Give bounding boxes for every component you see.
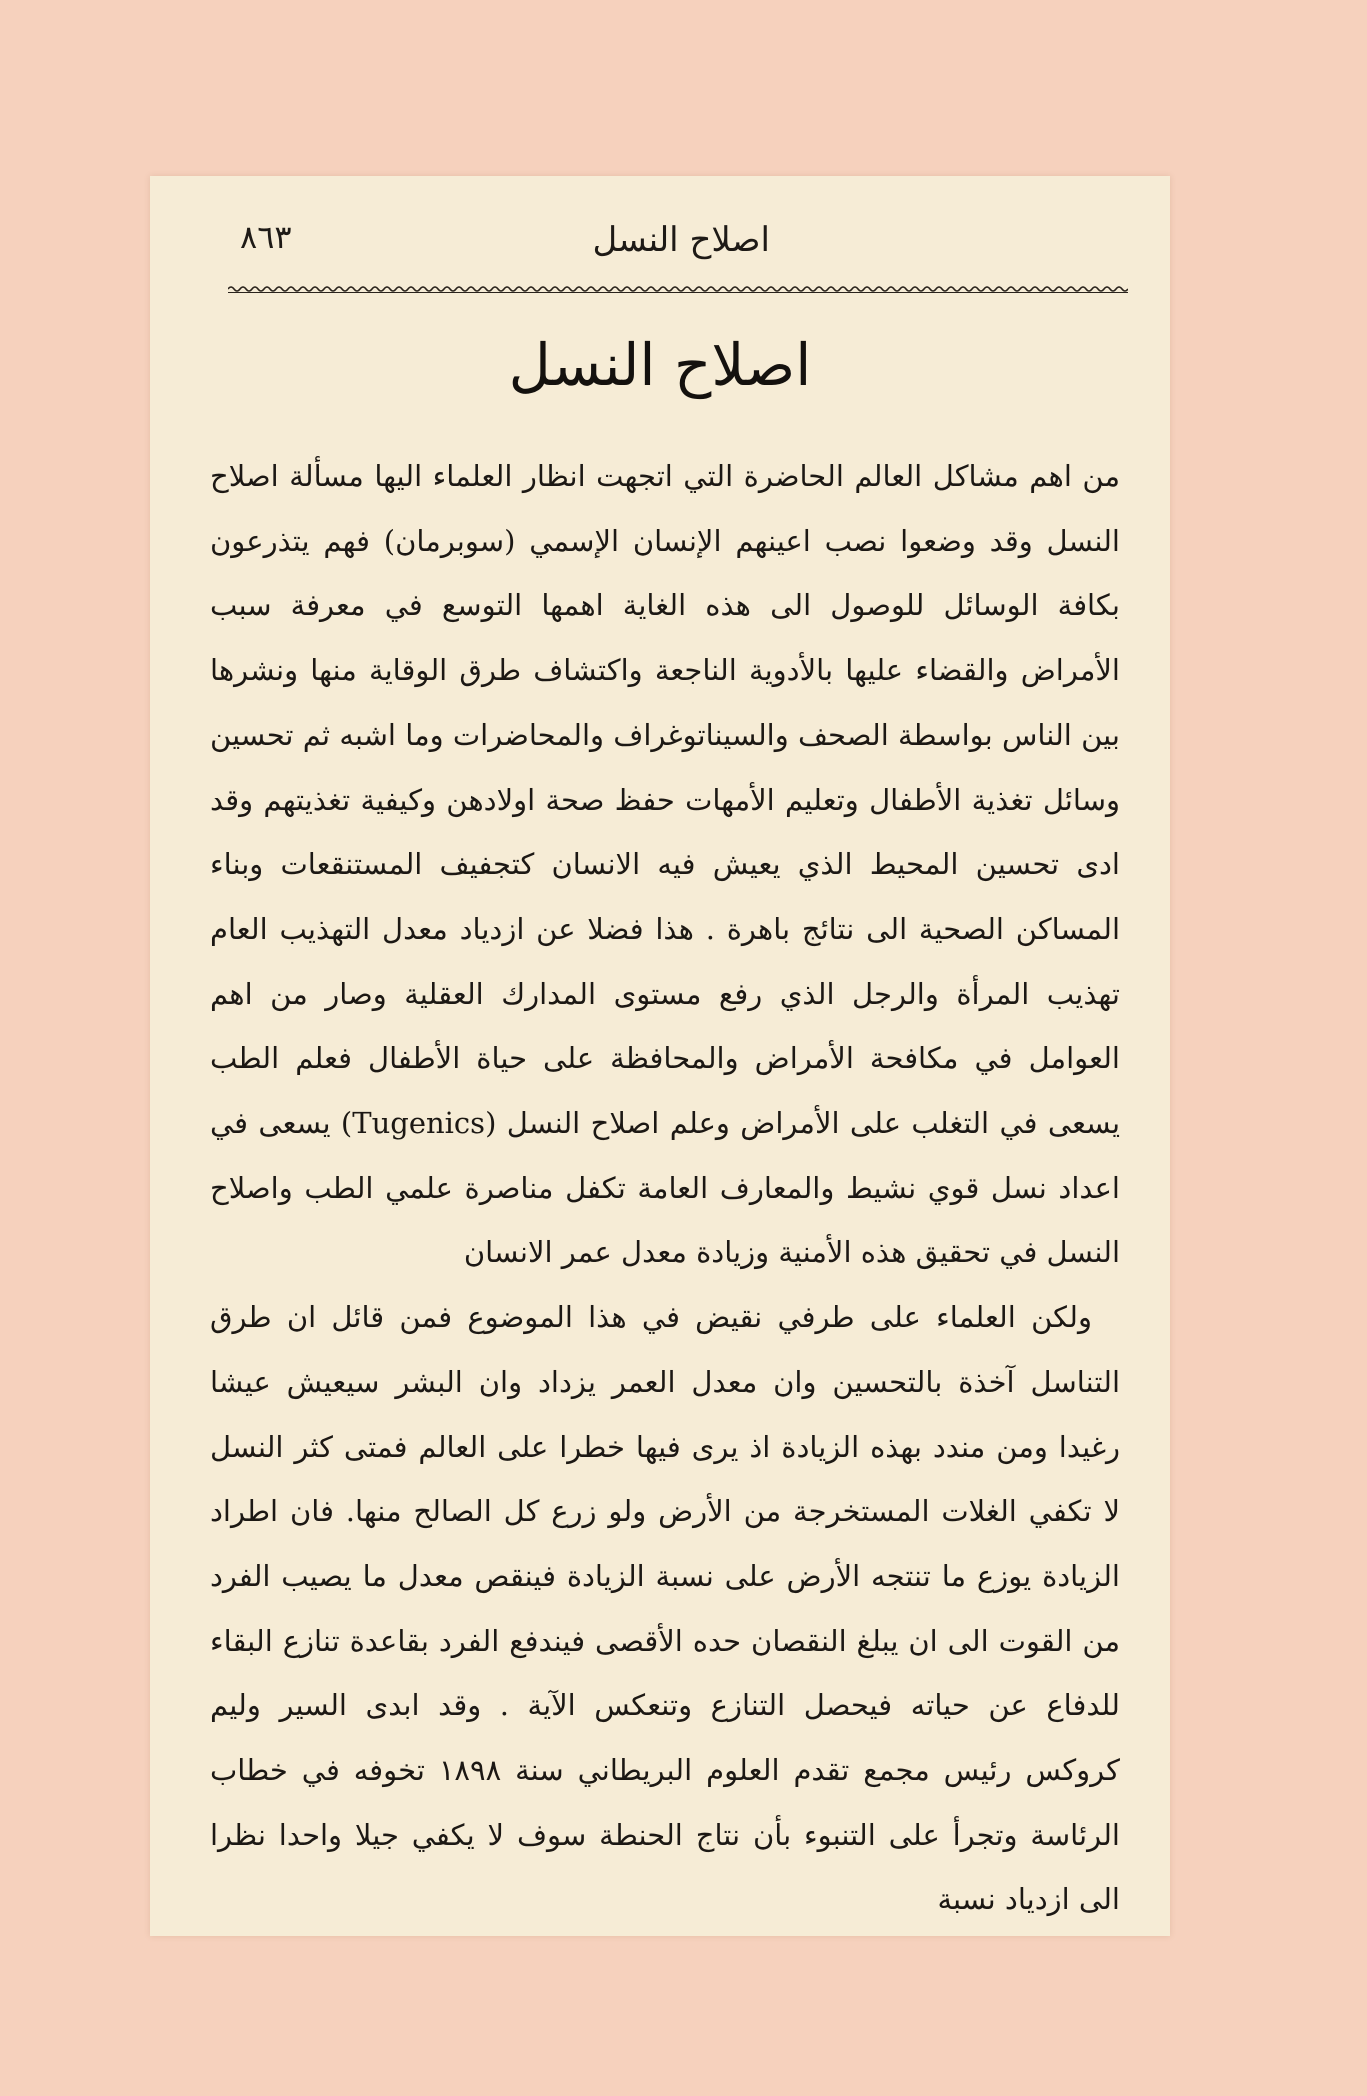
page-number: ٨٦٣ [240,218,292,256]
page-header [220,216,1120,276]
article-body [210,444,1120,1932]
paragraph: ولكن العلماء على طرفي نقيض في هذا الموضوع فمن قائل ان طرق التناسل آخذة بالتحسين وان معدل العمر يزداد وان البشر سيعيش عيشا رغيدا ومن مندد بهذه الزيادة اذ يرى فيها خطرا على العالم فمتى كثر النسل لا تكفي الغلات المستخرجة من الأرض ولو زرع كل الصالح منها. فان اطراد الزيادة يوزع ما تنتجه الأرض على نسبة الزيادة فينقص معدل ما يصيب الفرد من القوت الى ان يبلغ النقصان حده الأقصى فيندفع الفرد بقاعدة تنازع البقاء للدفاع عن حياته فيحصل التنازع وتنعكس الآية . وقد ابدى السير وليم كروكس رئيس مجمع تقدم العلوم البريطاني سنة ١٨٩٨ تخوفه في خطاب الرئاسة وتجرأ على التنبوء بأن نتاج الحنطة سوف لا يكفي جيلا واحدا نظرا الى ازدياد نسبة [210,1300,1120,1917]
paragraph: من اهم مشاكل العالم الحاضرة التي اتجهت انظار العلماء اليها مسألة اصلاح النسل وقد وضعوا نصب اعينهم الإنسان الإسمي (سوبرمان) فهم يتذرعون بكافة الوسائل للوصول الى هذه الغاية اهمها التوسع في معرفة سبب الأمراض والقضاء عليها بالأدوية الناجعة واكتشاف طرق الوقاية منها ونشرها بين الناس بواسطة الصحف والسيناتوغراف والمحاضرات وما اشبه ثم تحسين وسائل تغذية الأطفال وتعليم الأمهات حفظ صحة اولادهن وكيفية تغذيتهم وقد ادى تحسين المحيط الذي يعيش فيه الانسان كتجفيف المستنقعات وبناء المساكن الصحية الى نتائج باهرة . هذا فضلا عن ازدياد معدل التهذيب العام تهذيب المرأة والرجل الذي رفع مستوى المدارك العقلية وصار من اهم العوامل في مكافحة الأمراض والمحافظة على حياة الأطفال فعلم الطب يسعى في التغلب على الأمراض وعلم اصلاح النسل (Tugenics) يسعى في اعداد نسل قوي نشيط والمعارف العامة تكفل مناصرة علمي الطب واصلاح النسل في تحقيق هذه الأمنية وزيادة معدل عمر الانسان [210,459,1121,1270]
wavy-rule-divider [228,284,1128,294]
book-page [150,176,1170,1936]
article-title: اصلاح النسل [508,331,812,399]
header-rule [228,284,1128,294]
running-title: اصلاح النسل [592,220,770,260]
